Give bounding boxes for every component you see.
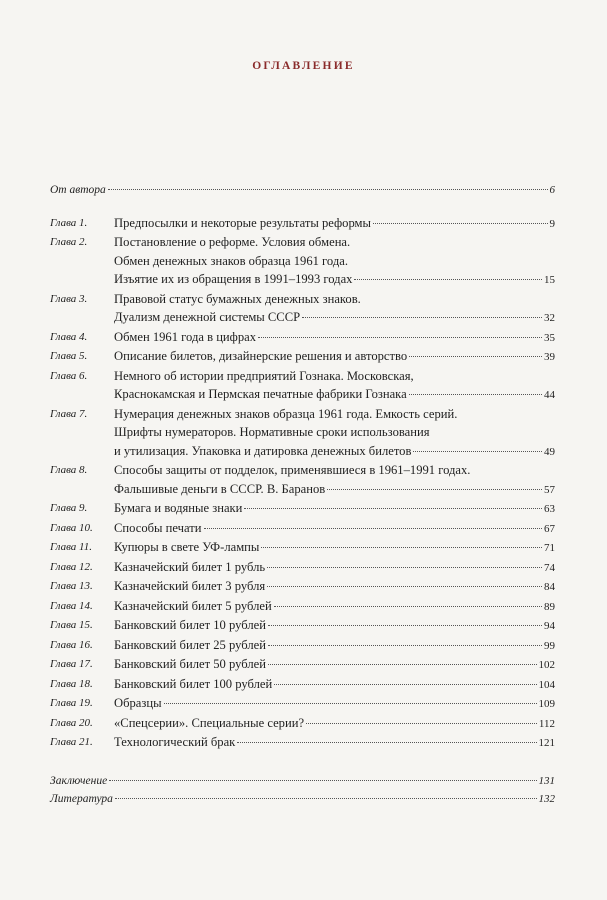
- toc-entry[interactable]: [50, 675, 555, 695]
- entry-line: [114, 214, 555, 234]
- entry-body: [114, 290, 555, 328]
- entry-line: [114, 328, 555, 348]
- page-number: 74: [544, 561, 555, 574]
- page-number: 109: [538, 698, 555, 710]
- entry-body: [114, 714, 555, 734]
- page-number: 67: [544, 522, 555, 535]
- entry-title: Способы печати: [114, 520, 202, 535]
- entry-title: Шрифты нумераторов. Нормативные сроки использования: [114, 425, 430, 439]
- dot-leader: [268, 645, 542, 646]
- toc-entry[interactable]: [50, 790, 555, 809]
- entry-line: [114, 308, 555, 328]
- page-number: 121: [538, 737, 555, 749]
- dot-leader: [237, 742, 536, 743]
- entry-title: Банковский билет 50 рублей: [114, 657, 266, 671]
- entry-title: Казначейский билет 1 рубль: [114, 559, 266, 574]
- page-number: 131: [538, 774, 555, 787]
- entry-title: Краснокамская и Пермская печатные фабрики Гознака: [114, 387, 407, 401]
- chapter-label: Глава 4.: [50, 330, 88, 343]
- entry-title: Изъятие их из обращения в 1991–1993 годах: [114, 272, 353, 286]
- entry-line: [114, 616, 555, 636]
- dot-leader: [204, 528, 542, 529]
- entry-body: [114, 675, 555, 695]
- dot-leader: [354, 279, 542, 280]
- dot-leader: [164, 703, 537, 704]
- entry-line: [114, 290, 555, 309]
- dot-leader: [267, 567, 542, 568]
- entry-line: [114, 405, 555, 424]
- chapter-label: Глава 6.: [50, 369, 88, 382]
- dot-leader: [274, 606, 542, 607]
- entry-body: [114, 367, 555, 405]
- entry-line: [114, 442, 555, 462]
- entry-line: [114, 519, 555, 539]
- entry-body: [114, 233, 555, 290]
- page-number: 15: [544, 274, 555, 286]
- entry-body: [114, 558, 555, 578]
- entry-body: [114, 655, 555, 675]
- entry-title: Казначейский билет 3 рубля: [114, 579, 266, 593]
- entry-body: [114, 577, 555, 597]
- entry-title: Банковский билет 25 рублей: [114, 637, 266, 652]
- entry-title: Заключение: [50, 774, 108, 787]
- entry-body: [114, 519, 555, 539]
- toc-entry[interactable]: [50, 181, 555, 200]
- dot-leader: [268, 625, 542, 626]
- toc-entry[interactable]: [50, 519, 555, 539]
- entry-line: [114, 558, 555, 578]
- toc-entry[interactable]: [50, 597, 555, 617]
- dot-leader: [409, 394, 542, 395]
- entry-title: Обмен денежных знаков образца 1961 года.: [114, 253, 348, 268]
- entry-title: Банковский билет 100 рублей: [114, 676, 273, 691]
- toc-entry[interactable]: [50, 636, 555, 656]
- entry-body: [114, 694, 555, 714]
- chapter-label: Глава 11.: [50, 541, 92, 553]
- entry-line: [114, 694, 555, 714]
- chapter-label: Глава 10.: [50, 521, 93, 534]
- entry-title: «Спецсерии». Специальные серии?: [114, 715, 305, 730]
- entry-line: [114, 233, 555, 252]
- toc-entry[interactable]: [50, 347, 555, 367]
- page-number: 99: [544, 639, 555, 652]
- chapter-label: Глава 20.: [50, 716, 93, 729]
- entry-line: [114, 733, 555, 753]
- entry-title: Фальшивые деньги в СССР. В. Баранов: [114, 481, 326, 496]
- toc-entry[interactable]: [50, 772, 555, 791]
- toc-entry[interactable]: [50, 714, 555, 734]
- entry-title: Предпосылки и некоторые результаты реформы: [114, 215, 371, 230]
- toc-entry[interactable]: [50, 733, 555, 753]
- chapter-label: Глава 1.: [50, 216, 88, 229]
- chapter-label: Глава 9.: [50, 502, 88, 514]
- entry-title: Способы защиты от подделок, применявшиеся в 1961–1991 годах.: [114, 463, 471, 477]
- entry-title: От автора: [50, 184, 106, 196]
- toc-entry[interactable]: [50, 233, 555, 290]
- page-number: 102: [538, 659, 555, 671]
- entry-line: [114, 655, 555, 675]
- entry-line: [114, 461, 555, 480]
- entry-line: [114, 270, 555, 290]
- entry-line: [50, 181, 555, 200]
- entry-body: [114, 214, 555, 234]
- dot-leader: [115, 798, 537, 799]
- entry-title: Дуализм денежной системы СССР: [114, 310, 301, 324]
- page-number: 104: [538, 678, 555, 691]
- entry-title: и утилизация. Упаковка и датировка денежных билетов: [114, 443, 412, 458]
- entry-body: [114, 499, 555, 519]
- entry-title: Нумерация денежных знаков образца 1961 года. Емкость серий.: [114, 406, 458, 421]
- entry-title: Технологический брак: [114, 735, 236, 749]
- entry-line: [114, 347, 555, 367]
- entry-body: [50, 772, 555, 791]
- entry-body: [114, 636, 555, 656]
- entry-line: [114, 597, 555, 617]
- dot-leader: [261, 547, 542, 548]
- page-number: 39: [544, 351, 555, 363]
- chapter-label: Глава 17.: [50, 658, 93, 670]
- page-number: 94: [544, 620, 555, 632]
- entry-body: [114, 538, 555, 558]
- entry-body: [114, 597, 555, 617]
- dot-leader: [409, 356, 542, 357]
- entry-line: [114, 423, 555, 442]
- dot-leader: [268, 664, 537, 665]
- entry-title: Постановление о реформе. Условия обмена.: [114, 235, 351, 249]
- toc-entry[interactable]: [50, 328, 555, 348]
- entry-title: Правовой статус бумажных денежных знаков.: [114, 291, 361, 306]
- toc-entry[interactable]: [50, 214, 555, 234]
- entry-title: Бумага и водяные знаки: [114, 501, 243, 515]
- entry-line: [114, 252, 555, 271]
- entry-line: [114, 499, 555, 519]
- entry-body: [114, 328, 555, 348]
- entry-line: [114, 714, 555, 734]
- page-number: 89: [544, 600, 555, 613]
- toc-entry[interactable]: [50, 616, 555, 636]
- entry-title: Образцы: [114, 696, 162, 710]
- chapter-label: Глава 14.: [50, 599, 93, 612]
- entry-body: [114, 461, 555, 499]
- toc-entry[interactable]: [50, 655, 555, 675]
- entry-line: [114, 577, 555, 597]
- dot-leader: [306, 723, 537, 724]
- dot-leader: [258, 337, 542, 338]
- chapter-label: Глава 21.: [50, 736, 93, 748]
- page-number: 44: [544, 389, 555, 401]
- dot-leader: [267, 586, 542, 587]
- toc-entry[interactable]: [50, 558, 555, 578]
- chapter-label: Глава 5.: [50, 350, 88, 362]
- dot-leader: [274, 684, 536, 685]
- dot-leader: [327, 489, 542, 490]
- entry-body: [114, 616, 555, 636]
- entry-title: Обмен 1961 года в цифрах: [114, 329, 257, 344]
- chapter-label: Глава 19.: [50, 697, 93, 709]
- entry-line: [114, 367, 555, 386]
- page-number: 132: [538, 793, 555, 805]
- entry-title: Казначейский билет 5 рублей: [114, 598, 272, 613]
- entry-body: [114, 733, 555, 753]
- toc-entry[interactable]: [50, 538, 555, 558]
- entry-title: Банковский билет 10 рублей: [114, 618, 266, 632]
- entry-title: Немного об истории предприятий Гознака. Московская,: [114, 368, 414, 383]
- entry-body: [50, 790, 555, 809]
- page-number: 49: [544, 445, 555, 458]
- entry-line: [114, 636, 555, 656]
- entry-body: [50, 181, 555, 200]
- chapter-label: Глава 3.: [50, 292, 88, 305]
- toc-entry[interactable]: [50, 577, 555, 597]
- page-number: 6: [549, 184, 555, 196]
- page-number: 32: [544, 312, 555, 324]
- entry-line: [114, 480, 555, 500]
- entry-line: [50, 790, 555, 809]
- entry-body: [114, 347, 555, 367]
- chapter-label: Глава 13.: [50, 580, 93, 592]
- entry-line: [114, 385, 555, 405]
- toc-entry[interactable]: [50, 694, 555, 714]
- entry-line: [114, 538, 555, 558]
- page-number: 35: [544, 331, 555, 344]
- toc-entry[interactable]: [50, 290, 555, 328]
- toc-entry[interactable]: [50, 461, 555, 499]
- chapter-label: Глава 8.: [50, 464, 88, 476]
- dot-leader: [109, 780, 536, 781]
- page-number: 9: [549, 217, 555, 230]
- page-number: 57: [544, 483, 555, 496]
- entry-line: [114, 675, 555, 695]
- entry-title: Описание билетов, дизайнерские решения и авторство: [114, 349, 408, 363]
- dot-leader: [244, 508, 542, 509]
- chapter-label: Глава 2.: [50, 236, 88, 248]
- chapter-label: Глава 12.: [50, 560, 93, 573]
- dot-leader: [302, 317, 542, 318]
- entry-title: Литература: [50, 793, 113, 805]
- toc-entry[interactable]: [50, 499, 555, 519]
- entry-body: [114, 405, 555, 462]
- page-number: 112: [538, 717, 555, 730]
- chapter-label: Глава 15.: [50, 619, 93, 631]
- page-number: 71: [544, 542, 555, 554]
- chapter-label: Глава 18.: [50, 677, 93, 690]
- dot-leader: [373, 223, 548, 224]
- toc-entry[interactable]: [50, 405, 555, 462]
- page-title: ОГЛАВЛЕНИЕ: [252, 60, 355, 72]
- entry-title: Купюры в свете УФ-лампы: [114, 540, 260, 554]
- chapter-label: Глава 7.: [50, 407, 88, 420]
- page-number: 84: [544, 581, 555, 593]
- table-of-contents: [50, 181, 555, 809]
- dot-leader: [413, 451, 542, 452]
- dot-leader: [108, 189, 548, 190]
- page-number: 63: [544, 503, 555, 515]
- entry-line: [50, 772, 555, 791]
- toc-entry[interactable]: [50, 367, 555, 405]
- chapter-label: Глава 16.: [50, 638, 93, 651]
